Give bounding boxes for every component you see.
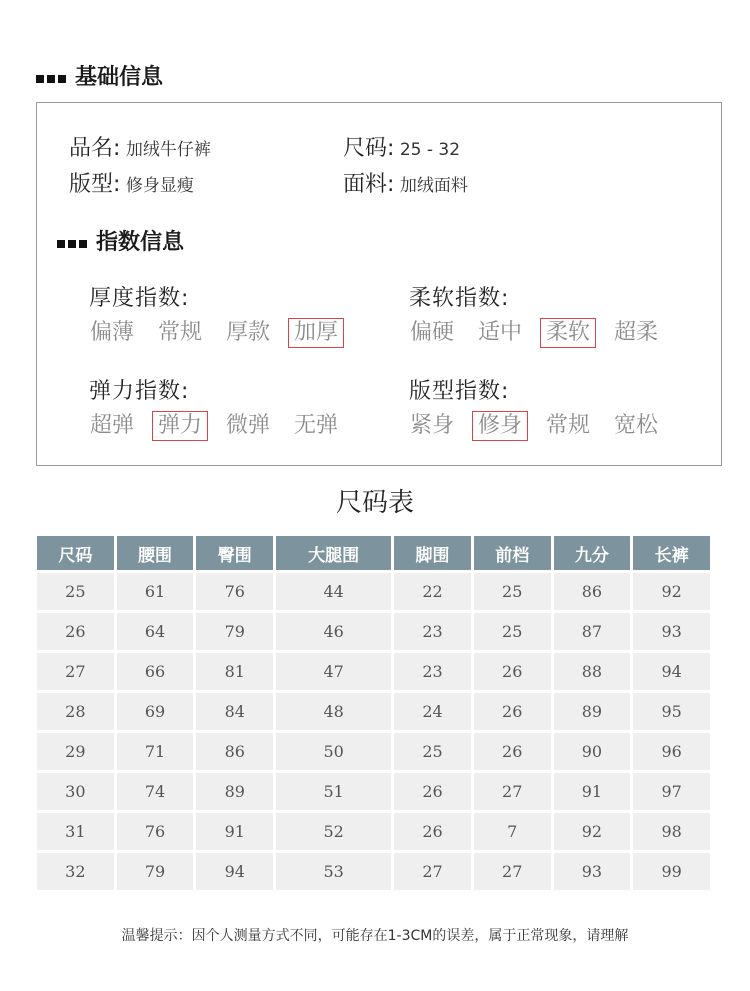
index-options: [89, 318, 356, 348]
table-cell: 27: [394, 853, 471, 890]
index-option: 无弹: [294, 413, 339, 438]
index-option: 紧身: [410, 413, 455, 438]
table-cell: 25: [474, 573, 551, 610]
table-header-cell: 九分: [554, 536, 631, 570]
index-option: 常规: [546, 413, 591, 438]
index-option: 宽松: [614, 413, 659, 438]
table-cell: 31: [37, 813, 114, 850]
table-cell: 98: [633, 813, 710, 850]
index-label: 厚度指数:: [89, 286, 190, 311]
index-option: 常规: [158, 320, 203, 345]
table-cell: 76: [117, 813, 194, 850]
info-box: [36, 102, 722, 466]
table-cell: 87: [554, 613, 631, 650]
table-cell: 51: [276, 773, 391, 810]
table-row: [37, 613, 710, 650]
basic-info-title: 基础信息: [36, 60, 163, 91]
table-cell: 86: [554, 573, 631, 610]
table-cell: 84: [196, 693, 273, 730]
index-option: 偏硬: [410, 320, 455, 345]
thickness-index: [89, 281, 356, 348]
table-cell: 27: [474, 773, 551, 810]
table-cell: 94: [633, 653, 710, 690]
table-cell: 81: [196, 653, 273, 690]
softness-index: [409, 281, 676, 348]
fabric-value: 加绒面料: [399, 176, 468, 196]
table-header-cell: 臀围: [196, 536, 273, 570]
table-cell: 61: [117, 573, 194, 610]
fabric-label: 面料:: [343, 172, 395, 197]
index-option: 超弹: [90, 413, 135, 438]
product-name-label: 品名:: [69, 136, 121, 161]
table-cell: 50: [276, 733, 391, 770]
table-row: [37, 653, 710, 690]
table-cell: 23: [394, 653, 471, 690]
table-header-cell: 尺码: [37, 536, 114, 570]
table-cell: 94: [196, 853, 273, 890]
product-name: [69, 131, 211, 162]
table-cell: 26: [474, 733, 551, 770]
index-label: 弹力指数:: [89, 379, 190, 404]
index-option: 偏薄: [90, 320, 135, 345]
size-range-value: 25 - 32: [399, 140, 461, 160]
table-cell: 23: [394, 613, 471, 650]
fit-type-value: 修身显瘦: [125, 176, 194, 196]
table-cell: 66: [117, 653, 194, 690]
table-row: [37, 853, 710, 890]
table-cell: 96: [633, 733, 710, 770]
fabric: [343, 167, 468, 198]
table-cell: 90: [554, 733, 631, 770]
index-option-selected: 弹力: [152, 411, 208, 441]
table-cell: 79: [196, 613, 273, 650]
measurement-note: 温馨提示：因个人测量方式不同，可能存在1-3CM的误差，属于正常现象，请理解: [121, 928, 629, 944]
table-cell: 22: [394, 573, 471, 610]
index-info-title: 指数信息: [57, 225, 184, 256]
table-cell: 92: [554, 813, 631, 850]
table-cell: 71: [117, 733, 194, 770]
table-cell: 79: [117, 853, 194, 890]
table-cell: 89: [554, 693, 631, 730]
table-cell: 26: [37, 613, 114, 650]
table-cell: 26: [394, 813, 471, 850]
table-cell: 27: [37, 653, 114, 690]
table-cell: 46: [276, 613, 391, 650]
table-cell: 76: [196, 573, 273, 610]
table-row: [37, 573, 710, 610]
index-option-selected: 柔软: [540, 318, 596, 348]
table-row: [37, 773, 710, 810]
index-options: [409, 318, 676, 348]
table-header-cell: 腰围: [117, 536, 194, 570]
table-header-cell: 脚围: [394, 536, 471, 570]
fit-index: [409, 374, 676, 441]
table-cell: 88: [554, 653, 631, 690]
table-cell: 25: [474, 613, 551, 650]
table-cell: 26: [474, 653, 551, 690]
fit-type: [69, 167, 194, 198]
size-range-label: 尺码:: [343, 136, 395, 161]
size-table-title: 尺码表: [335, 488, 414, 518]
index-label: 柔软指数:: [409, 286, 510, 311]
table-cell: 25: [37, 573, 114, 610]
table-cell: 97: [633, 773, 710, 810]
table-cell: 74: [117, 773, 194, 810]
square-bullets-icon: [57, 229, 90, 254]
table-cell: 48: [276, 693, 391, 730]
table-cell: 7: [474, 813, 551, 850]
index-options: [89, 411, 356, 441]
table-cell: 92: [633, 573, 710, 610]
table-row: [37, 813, 710, 850]
index-option: 超柔: [614, 320, 659, 345]
table-cell: 24: [394, 693, 471, 730]
table-cell: 86: [196, 733, 273, 770]
table-cell: 26: [474, 693, 551, 730]
table-header-cell: 大腿围: [276, 536, 391, 570]
table-header-cell: 长裤: [633, 536, 710, 570]
table-cell: 91: [554, 773, 631, 810]
index-option-selected: 修身: [472, 411, 528, 441]
index-option-selected: 加厚: [288, 318, 344, 348]
index-option: 厚款: [226, 320, 271, 345]
table-cell: 99: [633, 853, 710, 890]
table-cell: 32: [37, 853, 114, 890]
elasticity-index: [89, 374, 356, 441]
size-table: [34, 533, 713, 893]
fit-type-label: 版型:: [69, 172, 121, 197]
table-header-cell: 前档: [474, 536, 551, 570]
table-cell: 91: [196, 813, 273, 850]
index-label: 版型指数:: [409, 379, 510, 404]
table-cell: 27: [474, 853, 551, 890]
table-cell: 30: [37, 773, 114, 810]
table-cell: 69: [117, 693, 194, 730]
table-row: [37, 733, 710, 770]
table-cell: 93: [633, 613, 710, 650]
index-options: [409, 411, 676, 441]
table-cell: 95: [633, 693, 710, 730]
product-name-value: 加绒牛仔裤: [125, 140, 211, 160]
index-option: 适中: [478, 320, 523, 345]
table-cell: 64: [117, 613, 194, 650]
index-option: 微弹: [226, 413, 271, 438]
table-cell: 93: [554, 853, 631, 890]
table-cell: 52: [276, 813, 391, 850]
table-cell: 89: [196, 773, 273, 810]
square-bullets-icon: [36, 64, 69, 89]
table-cell: 47: [276, 653, 391, 690]
table-header-row: [37, 536, 710, 570]
table-cell: 29: [37, 733, 114, 770]
table-cell: 28: [37, 693, 114, 730]
table-cell: 26: [394, 773, 471, 810]
table-cell: 44: [276, 573, 391, 610]
size-range: [343, 131, 460, 162]
table-cell: 53: [276, 853, 391, 890]
table-row: [37, 693, 710, 730]
table-cell: 25: [394, 733, 471, 770]
